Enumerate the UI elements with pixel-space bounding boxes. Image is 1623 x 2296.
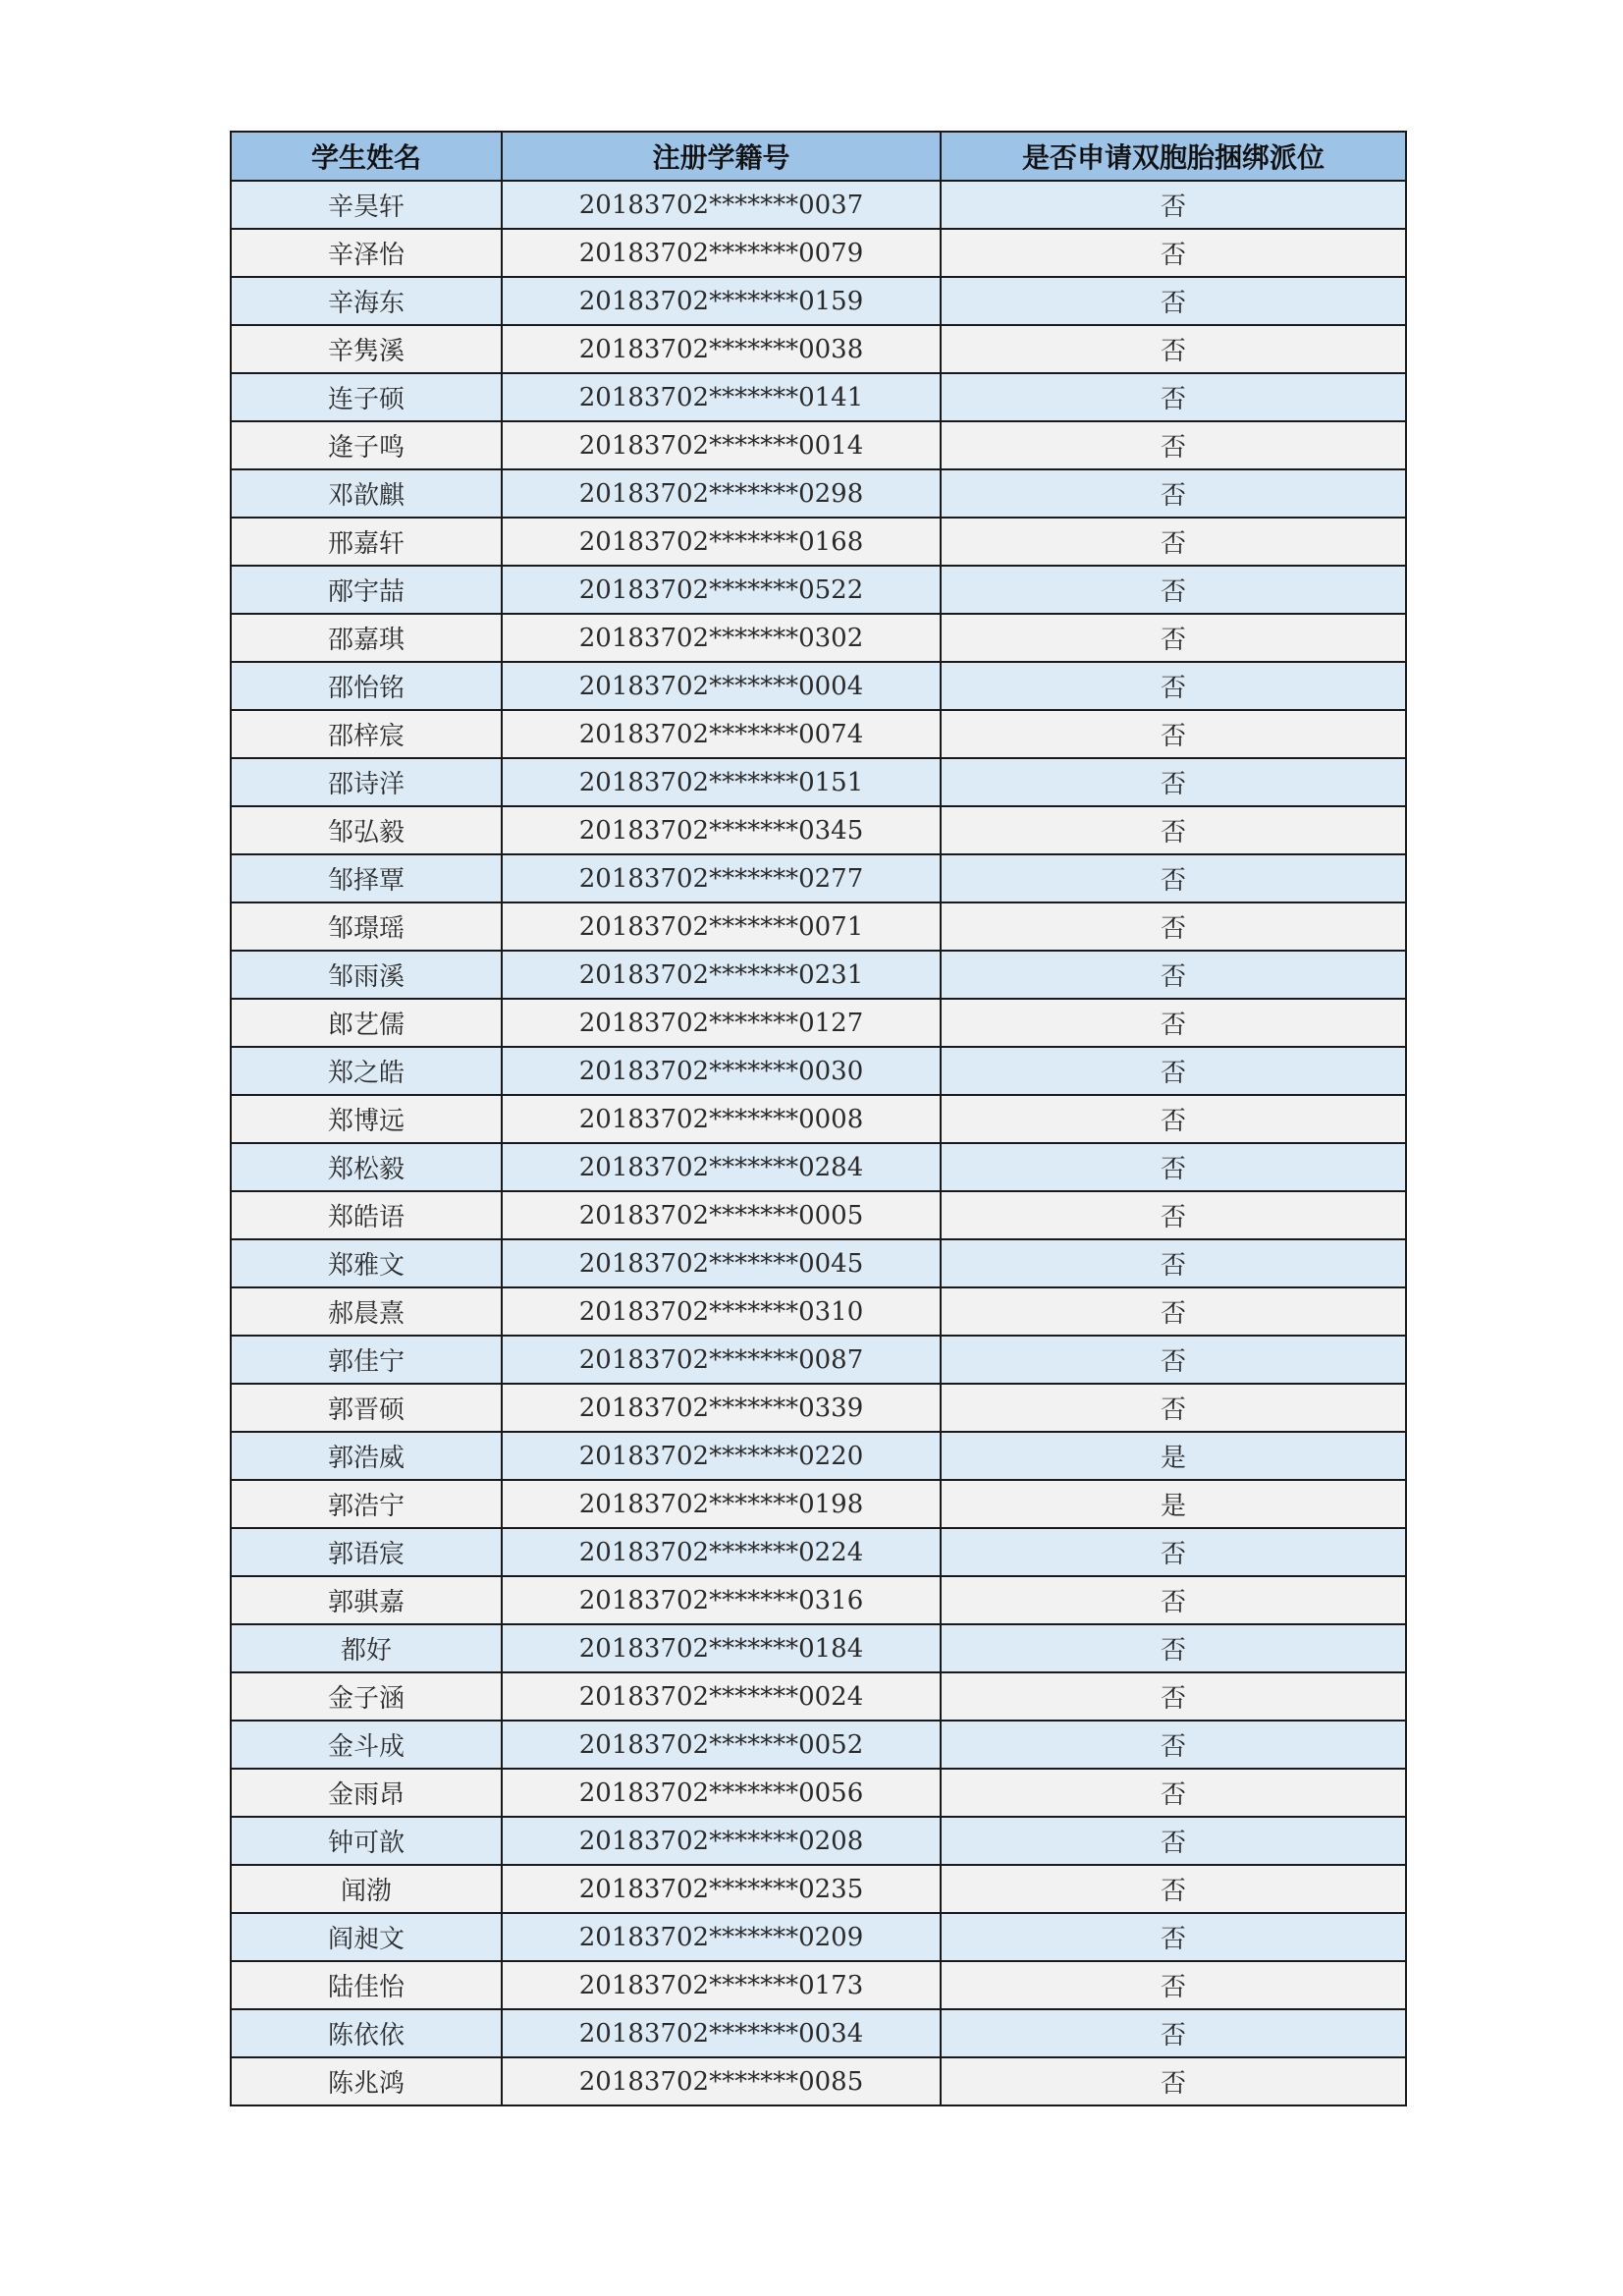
registration-id-cell: 20183702*******0052 [502,1721,941,1769]
table-row [231,566,1406,614]
registration-id-cell: 20183702*******0038 [502,325,941,373]
registration-id-cell: 20183702*******0004 [502,662,941,710]
twin-application-cell: 否 [941,1672,1406,1721]
registration-id-cell: 20183702*******0235 [502,1865,941,1913]
registration-id-cell: 20183702*******0522 [502,566,941,614]
table-row [231,1672,1406,1721]
table-row [231,1047,1406,1095]
twin-application-cell: 否 [941,951,1406,999]
table-row [231,1287,1406,1336]
registration-id-cell: 20183702*******0127 [502,999,941,1047]
student-table [230,131,1407,2106]
header-student-name: 学生姓名 [231,132,502,181]
twin-application-cell: 否 [941,1961,1406,2009]
table-row [231,1624,1406,1672]
student-name-cell: 邴宇喆 [231,566,502,614]
twin-application-cell: 否 [941,229,1406,277]
registration-id-cell: 20183702*******0339 [502,1384,941,1432]
twin-application-cell: 否 [941,806,1406,854]
twin-application-cell: 否 [941,181,1406,229]
twin-application-cell: 否 [941,902,1406,951]
twin-application-cell: 否 [941,710,1406,758]
registration-id-cell: 20183702*******0056 [502,1769,941,1817]
student-name-cell: 邹雨溪 [231,951,502,999]
twin-application-cell: 否 [941,1528,1406,1576]
table-row [231,1384,1406,1432]
registration-id-cell: 20183702*******0316 [502,1576,941,1624]
student-name-cell: 邓歆麒 [231,469,502,518]
student-name-cell: 邹择覃 [231,854,502,902]
table-row [231,1239,1406,1287]
registration-id-cell: 20183702*******0024 [502,1672,941,1721]
twin-application-cell: 否 [941,1576,1406,1624]
twin-application-cell: 否 [941,2057,1406,2105]
student-name-cell: 邵诗洋 [231,758,502,806]
student-name-cell: 郭浩宁 [231,1480,502,1528]
registration-id-cell: 20183702*******0220 [502,1432,941,1480]
twin-application-cell: 否 [941,2009,1406,2057]
table-row [231,614,1406,662]
twin-application-cell: 否 [941,854,1406,902]
twin-application-cell: 是 [941,1480,1406,1528]
table-row [231,758,1406,806]
twin-application-cell: 否 [941,1817,1406,1865]
table-row [231,518,1406,566]
table-body [231,181,1406,2105]
student-name-cell: 都好 [231,1624,502,1672]
student-name-cell: 连子硕 [231,373,502,421]
student-name-cell: 郑雅文 [231,1239,502,1287]
twin-application-cell: 否 [941,1047,1406,1095]
header-row [231,132,1406,181]
registration-id-cell: 20183702*******0284 [502,1143,941,1191]
student-name-cell: 金子涵 [231,1672,502,1721]
student-name-cell: 邹璟瑶 [231,902,502,951]
registration-id-cell: 20183702*******0037 [502,181,941,229]
table-row [231,1336,1406,1384]
table-row [231,1817,1406,1865]
student-name-cell: 陈依依 [231,2009,502,2057]
header-registration-id: 注册学籍号 [502,132,941,181]
registration-id-cell: 20183702*******0208 [502,1817,941,1865]
table-row [231,1576,1406,1624]
registration-id-cell: 20183702*******0071 [502,902,941,951]
table-row [231,373,1406,421]
student-name-cell: 郑松毅 [231,1143,502,1191]
student-name-cell: 郑博远 [231,1095,502,1143]
twin-application-cell: 否 [941,1624,1406,1672]
registration-id-cell: 20183702*******0231 [502,951,941,999]
student-name-cell: 邵梓宸 [231,710,502,758]
registration-id-cell: 20183702*******0151 [502,758,941,806]
twin-application-cell: 否 [941,277,1406,325]
registration-id-cell: 20183702*******0030 [502,1047,941,1095]
student-name-cell: 郑之皓 [231,1047,502,1095]
table-row [231,325,1406,373]
student-name-cell: 邵怡铭 [231,662,502,710]
student-name-cell: 金斗成 [231,1721,502,1769]
twin-application-cell: 否 [941,1336,1406,1384]
student-name-cell: 郭佳宁 [231,1336,502,1384]
table-row [231,421,1406,469]
student-name-cell: 郭浩威 [231,1432,502,1480]
registration-id-cell: 20183702*******0008 [502,1095,941,1143]
table-row [231,1961,1406,2009]
registration-id-cell: 20183702*******0168 [502,518,941,566]
twin-application-cell: 是 [941,1432,1406,1480]
twin-application-cell: 否 [941,373,1406,421]
twin-application-cell: 否 [941,758,1406,806]
table-row [231,1865,1406,1913]
twin-application-cell: 否 [941,1865,1406,1913]
twin-application-cell: 否 [941,662,1406,710]
table-row [231,999,1406,1047]
table-row [231,1095,1406,1143]
registration-id-cell: 20183702*******0184 [502,1624,941,1672]
student-name-cell: 辛海东 [231,277,502,325]
table-row [231,1528,1406,1576]
twin-application-cell: 否 [941,1191,1406,1239]
table-row [231,806,1406,854]
twin-application-cell: 否 [941,421,1406,469]
twin-application-cell: 否 [941,1913,1406,1961]
table-row [231,1191,1406,1239]
registration-id-cell: 20183702*******0141 [502,373,941,421]
table-row [231,951,1406,999]
table-row [231,1913,1406,1961]
student-name-cell: 陈兆鸿 [231,2057,502,2105]
student-name-cell: 邹弘毅 [231,806,502,854]
registration-id-cell: 20183702*******0085 [502,2057,941,2105]
twin-application-cell: 否 [941,1384,1406,1432]
registration-id-cell: 20183702*******0014 [502,421,941,469]
student-name-cell: 辛泽怡 [231,229,502,277]
registration-id-cell: 20183702*******0005 [502,1191,941,1239]
table-row [231,1769,1406,1817]
table-row [231,2009,1406,2057]
twin-application-cell: 否 [941,999,1406,1047]
registration-id-cell: 20183702*******0198 [502,1480,941,1528]
table-header [231,132,1406,181]
table-row [231,710,1406,758]
table-row [231,1480,1406,1528]
registration-id-cell: 20183702*******0079 [502,229,941,277]
student-name-cell: 郑皓语 [231,1191,502,1239]
student-name-cell: 辛昊轩 [231,181,502,229]
registration-id-cell: 20183702*******0224 [502,1528,941,1576]
table-row [231,1721,1406,1769]
twin-application-cell: 否 [941,1721,1406,1769]
registration-id-cell: 20183702*******0302 [502,614,941,662]
registration-id-cell: 20183702*******0298 [502,469,941,518]
twin-application-cell: 否 [941,1287,1406,1336]
registration-id-cell: 20183702*******0345 [502,806,941,854]
twin-application-cell: 否 [941,614,1406,662]
student-name-cell: 郎艺儒 [231,999,502,1047]
twin-application-cell: 否 [941,1239,1406,1287]
twin-application-cell: 否 [941,325,1406,373]
registration-id-cell: 20183702*******0034 [502,2009,941,2057]
registration-id-cell: 20183702*******0045 [502,1239,941,1287]
twin-application-cell: 否 [941,566,1406,614]
table-row [231,469,1406,518]
twin-application-cell: 否 [941,1143,1406,1191]
registration-id-cell: 20183702*******0087 [502,1336,941,1384]
student-name-cell: 邢嘉轩 [231,518,502,566]
registration-id-cell: 20183702*******0074 [502,710,941,758]
twin-application-cell: 否 [941,469,1406,518]
table-row [231,277,1406,325]
registration-id-cell: 20183702*******0277 [502,854,941,902]
registration-id-cell: 20183702*******0159 [502,277,941,325]
student-name-cell: 金雨昂 [231,1769,502,1817]
table-row [231,181,1406,229]
student-name-cell: 邵嘉琪 [231,614,502,662]
table-row [231,662,1406,710]
table-row [231,2057,1406,2105]
student-name-cell: 陆佳怡 [231,1961,502,2009]
table-row [231,1432,1406,1480]
twin-application-cell: 否 [941,1769,1406,1817]
table-row [231,229,1406,277]
header-twin-application: 是否申请双胞胎捆绑派位 [941,132,1406,181]
table-row [231,1143,1406,1191]
table-row [231,854,1406,902]
registration-id-cell: 20183702*******0209 [502,1913,941,1961]
table-row [231,902,1406,951]
twin-application-cell: 否 [941,518,1406,566]
student-name-cell: 钟可歆 [231,1817,502,1865]
twin-application-cell: 否 [941,1095,1406,1143]
student-name-cell: 闻渤 [231,1865,502,1913]
student-name-cell: 郭语宸 [231,1528,502,1576]
student-name-cell: 辛隽溪 [231,325,502,373]
registration-id-cell: 20183702*******0310 [502,1287,941,1336]
student-name-cell: 逄子鸣 [231,421,502,469]
registration-id-cell: 20183702*******0173 [502,1961,941,2009]
student-name-cell: 郭晋硕 [231,1384,502,1432]
student-name-cell: 阎昶文 [231,1913,502,1961]
student-name-cell: 郝晨熹 [231,1287,502,1336]
student-name-cell: 郭骐嘉 [231,1576,502,1624]
